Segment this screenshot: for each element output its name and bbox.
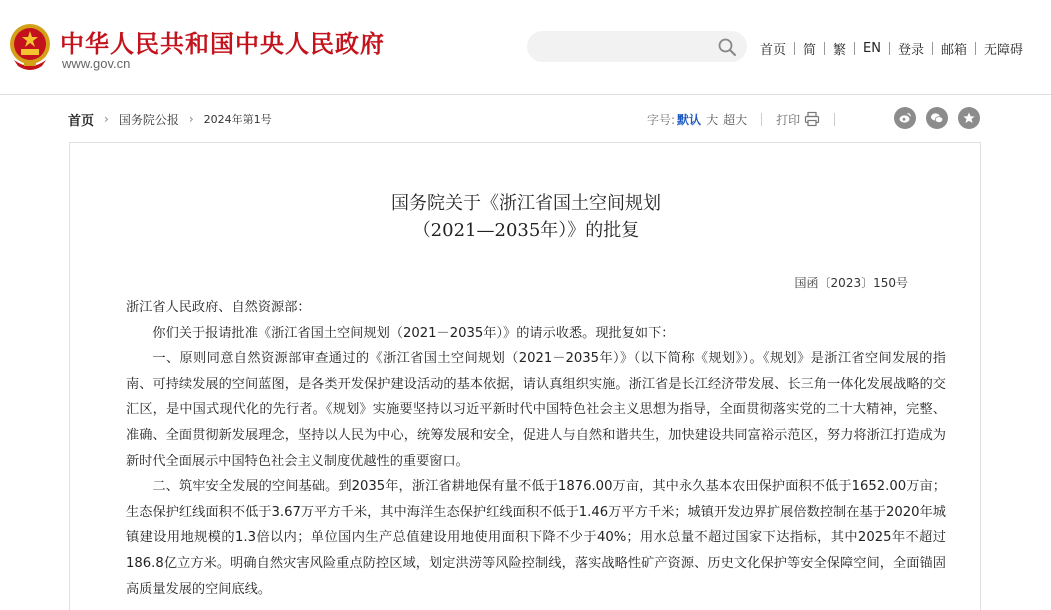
salutation: 浙江省人民政府、自然资源部： <box>126 300 311 315</box>
site-url[interactable]: www.gov.cn <box>62 56 131 71</box>
print-icon[interactable] <box>804 111 820 127</box>
font-size-default[interactable]: 默认 <box>677 112 702 127</box>
favorite-icon[interactable] <box>958 107 980 129</box>
weibo-icon[interactable] <box>894 107 916 129</box>
nav-divider <box>824 42 825 55</box>
search-icon[interactable] <box>717 37 737 57</box>
nav-divider <box>794 42 795 55</box>
nav-divider <box>889 42 890 55</box>
search-input[interactable] <box>539 31 709 62</box>
top-nav <box>760 38 1023 58</box>
search-box[interactable] <box>527 31 747 62</box>
nav-login[interactable]: 登录 <box>898 42 925 58</box>
breadcrumb-issue: 2024年第1号 <box>203 113 272 126</box>
print-button[interactable]: 打印 <box>776 112 801 127</box>
breadcrumb-home[interactable]: 首页 <box>68 113 95 129</box>
site-title[interactable]: 中华人民共和国中央人民政府 <box>60 30 385 58</box>
body-paragraph: 你们关于报请批准《浙江省国土空间规划（2021－2035年）》的请示收悉。现批复如下： <box>152 325 675 341</box>
nav-divider <box>975 42 976 55</box>
breadcrumb <box>68 110 272 128</box>
site-header <box>0 0 1051 95</box>
breadcrumb-section[interactable]: 国务院公报 <box>118 112 179 127</box>
nav-divider <box>932 42 933 55</box>
body-paragraph: 二、筑牢安全发展的空间基础。到2035年，浙江省耕地保有量不低于1876.00万亩，其中永久基本农田保护面积不低于1652.00万亩；生态保护红线面积不低于3.67万平方千米，其中海洋生态保护红线面积不低于1.46万平方千米；城镇开发边界扩展倍数控制在基于2020年城镇建设用地规模的1.3倍以内；单位国内生产总值建设用地使用面积下降不少于40%；用水总量不超过国家下达指标，其中2025年不超过186.8亿立方米。明确自然灾害风险重点防控区域，划定洪涝等风险控制线，落实战略性矿产资源、历史文化保护等安全保障空间，全面锚固高质量发展的空间底线。 <box>126 479 946 597</box>
nav-accessibility[interactable]: 无障碍 <box>984 42 1024 58</box>
nav-simplified[interactable]: 简 <box>803 42 817 58</box>
chevron-right-icon: › <box>104 112 109 126</box>
document-panel <box>69 142 981 610</box>
tools-divider <box>761 113 762 126</box>
font-size-large[interactable]: 大 <box>706 112 719 127</box>
nav-divider <box>854 42 855 55</box>
national-emblem-icon[interactable] <box>8 22 52 72</box>
nav-home[interactable]: 首页 <box>760 42 787 58</box>
nav-english[interactable]: EN <box>863 40 881 56</box>
share-bar <box>894 107 990 129</box>
document-title-line-2: （2021—2035年）》的批复 <box>412 220 640 241</box>
document-title-line-1: 国务院关于《浙江省国土空间规划 <box>391 193 661 214</box>
document-body <box>126 295 946 602</box>
tools-divider <box>834 113 835 126</box>
article-tools <box>647 110 849 128</box>
font-size-label: 字号: <box>647 112 676 127</box>
chevron-right-icon: › <box>188 112 194 126</box>
nav-traditional[interactable]: 繁 <box>833 42 847 58</box>
nav-mailbox[interactable]: 邮箱 <box>941 42 968 58</box>
document-number: 国函〔2023〕150号 <box>794 276 908 290</box>
wechat-icon[interactable] <box>926 107 948 129</box>
font-size-xlarge[interactable]: 超大 <box>723 112 748 127</box>
body-paragraph: 一、原则同意自然资源部审查通过的《浙江省国土空间规划（2021－2035年）》（以下简称《规划》）。《规划》是浙江省空间发展的指南、可持续发展的空间蓝图，是各类开发保护建设活动的基本依据，请认真组织实施。浙江省是长江经济带发展、长三角一体化发展战略的交汇区，是中国式现代化的先行者。《规划》实施要坚持以习近平新时代中国特色社会主义思想为指导，全面贯彻落实党的二十大精神，完整、准确、全面贯彻新发展理念，坚持以人民为中心，统筹发展和安全，促进人与自然和谐共生，加快建设共同富裕示范区，努力将浙江打造成为新时代全面展示中国特色社会主义制度优越性的重要窗口。 <box>126 351 946 469</box>
